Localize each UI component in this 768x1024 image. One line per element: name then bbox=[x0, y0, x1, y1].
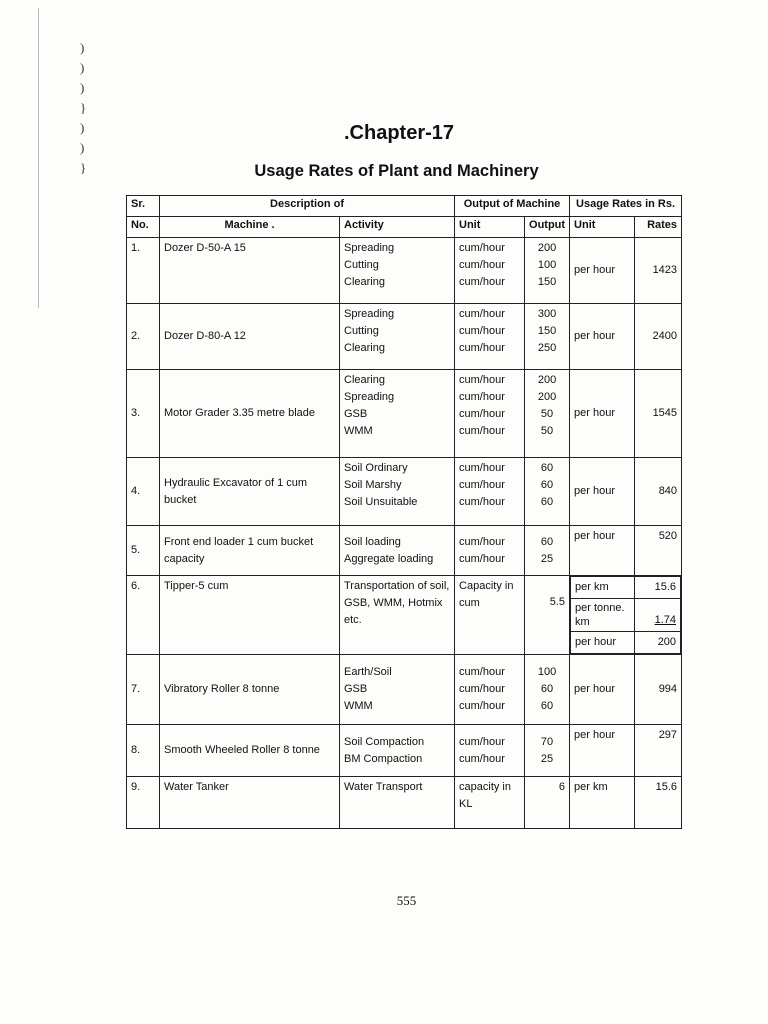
output-unit-item: cum/hour bbox=[459, 259, 505, 271]
activity-item: Clearing bbox=[344, 276, 385, 288]
output-cell bbox=[525, 655, 570, 725]
page-number: 555 bbox=[396, 893, 417, 908]
output-unit-cell bbox=[455, 458, 525, 526]
machine-cell: Smooth Wheeled Roller 8 tonne bbox=[160, 725, 340, 777]
output-unit-item: cum/hour bbox=[459, 391, 505, 403]
header-output-of-machine: Output of Machine bbox=[455, 196, 570, 217]
activity-item: Clearing bbox=[344, 342, 385, 354]
output-unit-item: cum/hour bbox=[459, 552, 505, 565]
sub-rate-value: 15.6 bbox=[634, 577, 680, 599]
activity-item: BM Compaction bbox=[344, 752, 423, 765]
usage-rates-table bbox=[126, 195, 682, 829]
machine-cell: Motor Grader 3.35 metre blade bbox=[160, 370, 340, 458]
rate-unit-cell: per hour bbox=[570, 370, 635, 458]
margin-mark: ) bbox=[80, 140, 85, 155]
header-no: No. bbox=[127, 217, 160, 238]
output-item: 25 bbox=[540, 552, 554, 565]
table-row bbox=[127, 304, 682, 370]
output-item: 150 bbox=[537, 325, 557, 337]
output-item: 60 bbox=[540, 700, 554, 712]
rate-unit-cell: per hour bbox=[570, 526, 635, 576]
output-cell: 5.5 bbox=[525, 576, 570, 655]
sub-rate-unit: per hour bbox=[571, 632, 635, 654]
output-unit-cell bbox=[455, 725, 525, 777]
margin-marks bbox=[80, 38, 86, 178]
sr-cell: 9. bbox=[127, 777, 160, 829]
activity-cell: Water Transport bbox=[340, 777, 455, 829]
header-machine: Machine . bbox=[160, 217, 340, 238]
output-item: 70 bbox=[540, 735, 554, 748]
header-activity: Activity bbox=[340, 217, 455, 238]
table-row bbox=[127, 238, 682, 304]
activity-item: Spreading bbox=[344, 391, 395, 403]
output-unit-item: cum/hour bbox=[459, 752, 505, 765]
output-item: 60 bbox=[540, 535, 554, 548]
output-unit-cell bbox=[455, 655, 525, 725]
output-unit-item: cum/hour bbox=[459, 666, 505, 678]
activity-item: Soil Compaction bbox=[344, 735, 425, 748]
header-description-of: Description of bbox=[160, 196, 455, 217]
header-output-unit: Unit bbox=[455, 217, 525, 238]
sub-rate-row bbox=[571, 599, 681, 632]
activity-item: Spreading bbox=[344, 242, 395, 254]
output-item: 200 bbox=[537, 391, 557, 403]
output-cell bbox=[525, 725, 570, 777]
binding-edge-line bbox=[38, 8, 39, 308]
table-row bbox=[127, 458, 682, 526]
output-item: 60 bbox=[540, 496, 554, 508]
output-item: 25 bbox=[540, 752, 554, 765]
rate-unit-cell: per hour bbox=[570, 655, 635, 725]
sub-rates-table bbox=[570, 576, 681, 654]
output-cell bbox=[525, 370, 570, 458]
activity-cell bbox=[340, 370, 455, 458]
output-cell bbox=[525, 526, 570, 576]
rate-cell: 994 bbox=[635, 655, 682, 725]
activity-item: Soil loading bbox=[344, 535, 401, 548]
machine-cell: Dozer D-50-A 15 bbox=[160, 238, 340, 304]
sub-rate-row bbox=[571, 632, 681, 654]
output-unit-item: cum/hour bbox=[459, 425, 505, 437]
activity-cell bbox=[340, 458, 455, 526]
output-unit-item: cum/hour bbox=[459, 735, 505, 748]
table-row bbox=[127, 526, 682, 576]
sub-rates-cell bbox=[570, 576, 682, 655]
output-cell bbox=[525, 458, 570, 526]
sub-rate-unit: per tonne. km bbox=[571, 599, 635, 632]
margin-mark: ) bbox=[80, 60, 85, 75]
output-unit-item: cum/hour bbox=[459, 535, 505, 548]
rate-cell: 1423 bbox=[635, 238, 682, 304]
rate-unit-cell: per km bbox=[570, 777, 635, 829]
output-item: 200 bbox=[537, 242, 557, 254]
rate-cell: 297 bbox=[635, 725, 682, 777]
table-row bbox=[127, 725, 682, 777]
output-unit-item: cum/hour bbox=[459, 342, 505, 354]
output-item: 300 bbox=[537, 308, 557, 320]
output-unit-cell bbox=[455, 304, 525, 370]
activity-item: Soil Unsuitable bbox=[344, 496, 418, 508]
header-output: Output bbox=[525, 217, 570, 238]
table-row bbox=[127, 655, 682, 725]
output-unit-item: cum/hour bbox=[459, 462, 505, 474]
output-unit-item: cum/hour bbox=[459, 408, 505, 420]
output-unit-item: cum/hour bbox=[459, 242, 505, 254]
activity-item: GSB bbox=[344, 408, 368, 420]
rate-unit-cell: per hour bbox=[570, 725, 635, 777]
machine-cell: Water Tanker bbox=[160, 777, 340, 829]
page-title: Usage Rates of Plant and Machinery bbox=[254, 162, 539, 180]
chapter-title: .Chapter-17 bbox=[343, 122, 455, 144]
output-item: 50 bbox=[540, 425, 554, 437]
sr-cell: 5. bbox=[127, 526, 160, 576]
machine-cell: Hydraulic Excavator of 1 cum bucket bbox=[160, 458, 340, 526]
activity-item: Spreading bbox=[344, 308, 395, 320]
rate-cell: 1545 bbox=[635, 370, 682, 458]
activity-cell: Transportation of soil, GSB, WMM, Hotmix etc. bbox=[340, 576, 455, 655]
margin-mark: ) bbox=[80, 40, 85, 55]
sr-cell: 1. bbox=[127, 238, 160, 304]
machine-cell: Front end loader 1 cum bucket capacity bbox=[160, 526, 340, 576]
output-cell bbox=[525, 304, 570, 370]
header-row-2 bbox=[127, 217, 682, 238]
sub-rate-value: 1.74 bbox=[634, 599, 680, 632]
machine-cell: Vibratory Roller 8 tonne bbox=[160, 655, 340, 725]
activity-cell bbox=[340, 238, 455, 304]
activity-item: Soil Ordinary bbox=[344, 462, 408, 474]
activity-cell bbox=[340, 304, 455, 370]
machine-cell: Tipper-5 cum bbox=[160, 576, 340, 655]
sr-cell: 6. bbox=[127, 576, 160, 655]
output-unit-item: cum/hour bbox=[459, 700, 505, 712]
sr-cell: 2. bbox=[127, 304, 160, 370]
output-item: 100 bbox=[537, 666, 557, 678]
output-unit-cell bbox=[455, 370, 525, 458]
rate-cell: 15.6 bbox=[635, 777, 682, 829]
table-row bbox=[127, 370, 682, 458]
output-item: 60 bbox=[540, 462, 554, 474]
header-sr: Sr. bbox=[127, 196, 160, 217]
output-unit-item: cum/hour bbox=[459, 325, 505, 337]
output-item: 150 bbox=[537, 276, 557, 288]
activity-item: WMM bbox=[344, 425, 373, 437]
activity-item: WMM bbox=[344, 700, 373, 712]
output-unit-cell bbox=[455, 526, 525, 576]
output-unit-item: cum/hour bbox=[459, 479, 505, 491]
output-unit-cell: Capacity in cum bbox=[455, 576, 525, 655]
output-unit-item: cum/hour bbox=[459, 308, 505, 320]
activity-item: Aggregate loading bbox=[344, 552, 434, 565]
rate-unit-cell: per hour bbox=[570, 304, 635, 370]
output-item: 100 bbox=[537, 259, 557, 271]
sr-cell: 4. bbox=[127, 458, 160, 526]
rate-unit-cell: per hour bbox=[570, 238, 635, 304]
header-row-1 bbox=[127, 196, 682, 217]
activity-item: GSB bbox=[344, 683, 368, 695]
activity-item: Cutting bbox=[344, 325, 379, 337]
output-cell: 6 bbox=[525, 777, 570, 829]
rate-cell: 520 bbox=[635, 526, 682, 576]
activity-item: Earth/Soil bbox=[344, 666, 392, 678]
sr-cell: 7. bbox=[127, 655, 160, 725]
output-item: 60 bbox=[540, 479, 554, 491]
output-unit-item: cum/hour bbox=[459, 374, 505, 386]
margin-mark: ) bbox=[80, 120, 85, 135]
header-rate-unit: Unit bbox=[570, 217, 635, 238]
activity-cell bbox=[340, 655, 455, 725]
output-unit-cell: capacity in KL bbox=[455, 777, 525, 829]
table-row bbox=[127, 576, 682, 655]
table-row bbox=[127, 777, 682, 829]
header-rates: Rates bbox=[635, 217, 682, 238]
output-cell bbox=[525, 238, 570, 304]
output-item: 200 bbox=[537, 374, 557, 386]
activity-item: Soil Marshy bbox=[344, 479, 402, 491]
sub-rate-unit: per km bbox=[571, 577, 635, 599]
sr-cell: 3. bbox=[127, 370, 160, 458]
output-unit-item: cum/hour bbox=[459, 496, 505, 508]
activity-item: Cutting bbox=[344, 259, 379, 271]
output-unit-item: cum/hour bbox=[459, 276, 505, 288]
output-item: 60 bbox=[540, 683, 554, 695]
output-unit-cell bbox=[455, 238, 525, 304]
header-usage-rates: Usage Rates in Rs. bbox=[570, 196, 682, 217]
rate-cell: 2400 bbox=[635, 304, 682, 370]
output-item: 250 bbox=[537, 342, 557, 354]
rate-cell: 840 bbox=[635, 458, 682, 526]
machine-cell: Dozer D-80-A 12 bbox=[160, 304, 340, 370]
rate-unit-cell: per hour bbox=[570, 458, 635, 526]
output-item: 50 bbox=[540, 408, 554, 420]
activity-item: Clearing bbox=[344, 374, 385, 386]
sr-cell: 8. bbox=[127, 725, 160, 777]
activity-cell bbox=[340, 526, 455, 576]
margin-mark: } bbox=[80, 160, 87, 175]
sub-rate-row bbox=[571, 577, 681, 599]
sub-rate-value: 200 bbox=[634, 632, 680, 654]
margin-mark: } bbox=[80, 100, 87, 115]
output-unit-item: cum/hour bbox=[459, 683, 505, 695]
activity-cell bbox=[340, 725, 455, 777]
margin-mark: ) bbox=[80, 80, 85, 95]
